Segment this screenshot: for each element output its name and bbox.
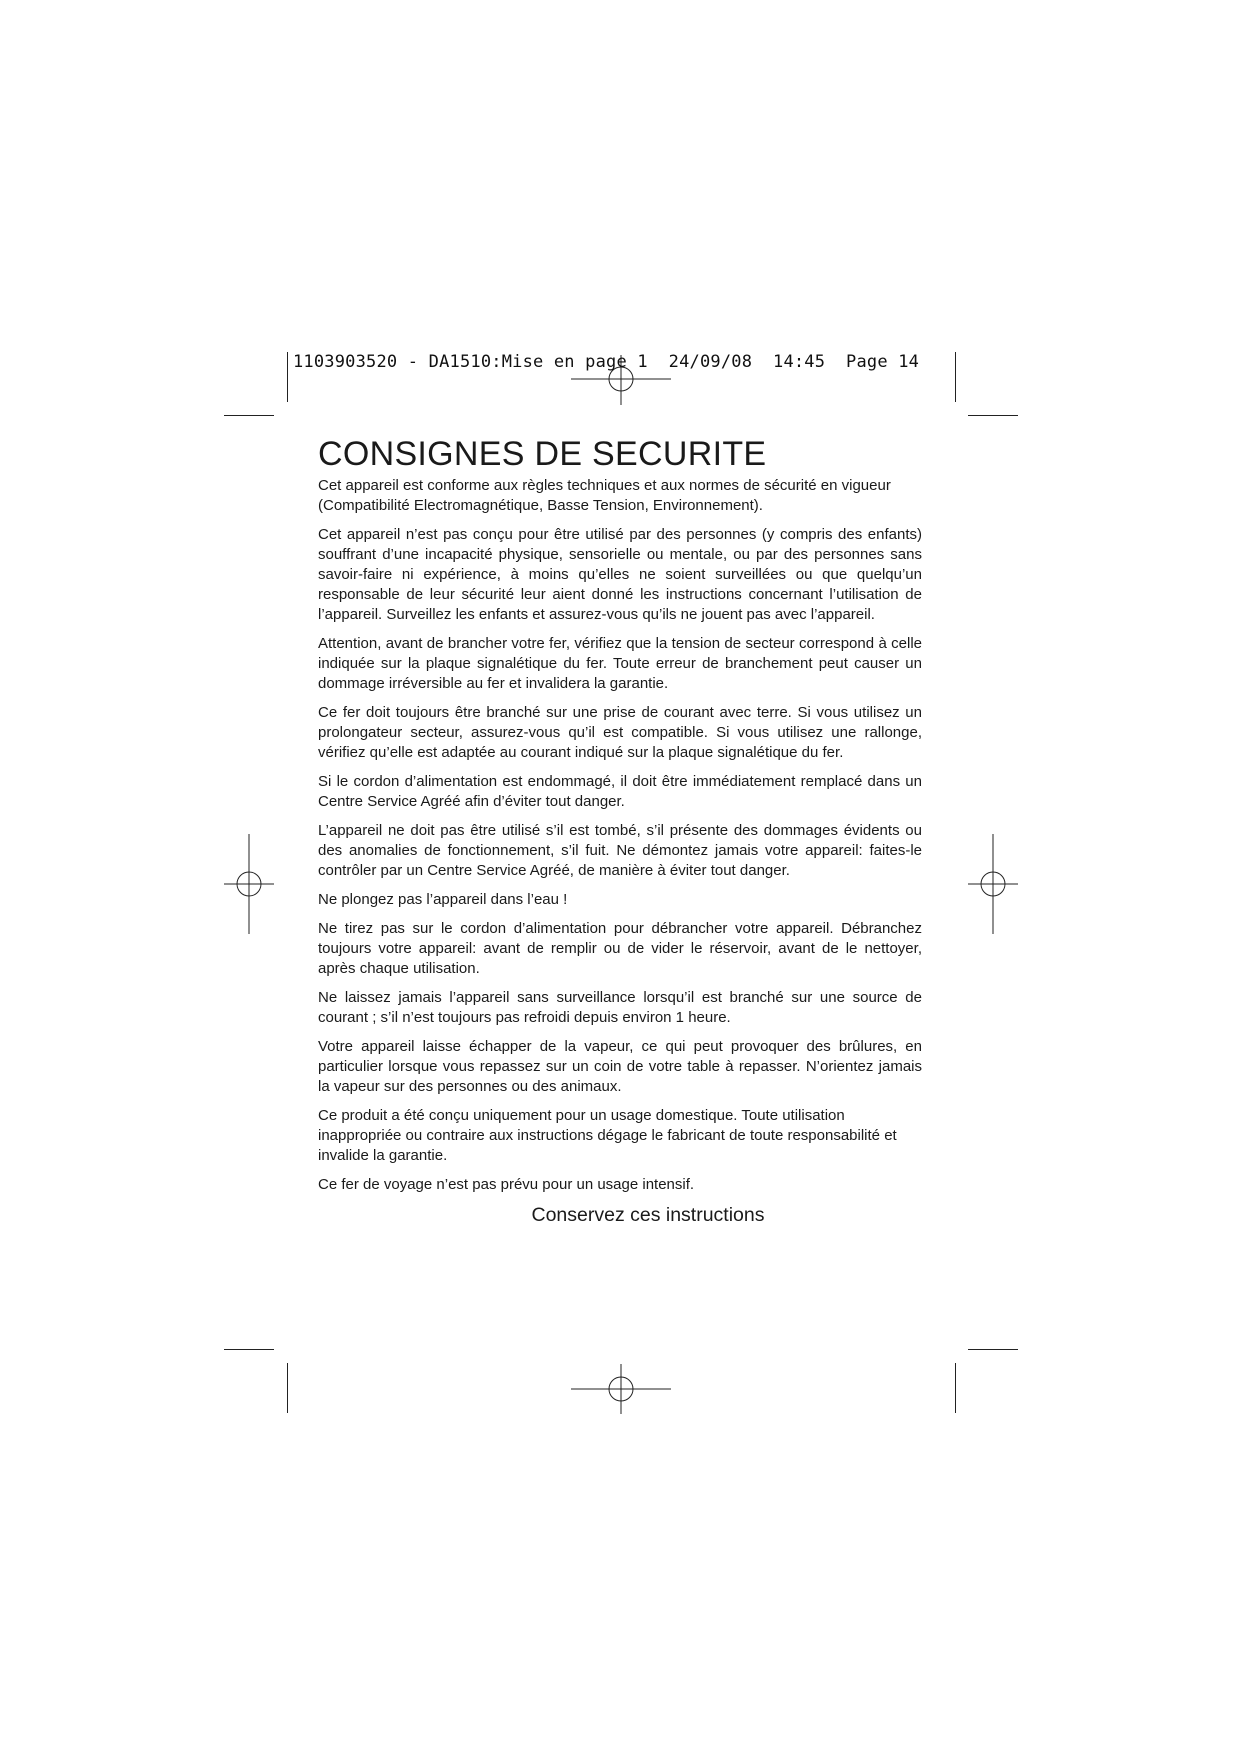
paragraph-unplug: Ne tirez pas sur le cordon d’alimentation pour débrancher votre appareil. Débranchez toujours votre appareil: avant de remplir ou de vider le réservoir, avant de le nettoyer, après chaque utilisation.: [318, 920, 922, 977]
registration-mark-left-icon: [224, 834, 274, 934]
crop-mark-top-left-vertical: [287, 352, 288, 402]
crop-mark-bottom-right-horizontal: [968, 1349, 1018, 1350]
paragraph-voltage: Attention, avant de brancher votre fer, vérifiez que la tension de secteur correspond à celle indiquée sur la plaque signalétique du fer. Toute erreur de branchement peut causer un dommage irréversible au fer et invalidera la garantie.: [318, 635, 922, 692]
paragraph-conformity: Cet appareil est conforme aux règles techniques et aux normes de sécurité en vigueur (Compatibilité Electromagnétique, Basse Tension, Environnement).: [318, 477, 891, 514]
closing-line: Conservez ces instructions: [531, 1204, 765, 1226]
page-title: CONSIGNES DE SECURITE: [318, 435, 767, 473]
paragraph-earth-socket: Ce fer doit toujours être branché sur une prise de courant avec terre. Si vous utilisez un prolongateur secteur, assurez-vous qu’il est compatible. Si vous utilisez une rallonge, vérifiez qu’elle est adaptée au courant indiqué sur la plaque signalétique du fer.: [318, 704, 922, 761]
registration-mark-right-icon: [968, 834, 1018, 934]
crop-mark-top-right-horizontal: [968, 415, 1018, 416]
safety-instructions-section: [318, 435, 922, 1227]
print-slug-header: 1103903520 - DA1510:Mise en page 1 24/09/08 14:45 Page 14: [293, 352, 920, 372]
crop-mark-bottom-left-vertical: [287, 1363, 288, 1413]
registration-mark-bottom-icon: [571, 1364, 671, 1414]
crop-mark-bottom-left-horizontal: [224, 1349, 274, 1350]
paragraph-domestic-use: Ce produit a été conçu uniquement pour un usage domestique. Toute utilisation inappropriée ou contraire aux instructions dégage le fabricant de toute responsabilité et invalide la garantie.: [318, 1107, 897, 1164]
paragraph-unattended: Ne laissez jamais l’appareil sans surveillance lorsqu’il est branché sur une source de courant ; s’il n’est toujours pas refroidi depuis environ 1 heure.: [318, 989, 922, 1026]
paragraph-steam: Votre appareil laisse échapper de la vapeur, ce qui peut provoquer des brûlures, en particulier lorsque vous repassez sur un coin de votre table à repasser. N’orientez jamais la vapeur sur des personnes ou des animaux.: [318, 1038, 922, 1095]
crop-mark-bottom-right-vertical: [955, 1363, 956, 1413]
paragraph-fallen-appliance: L’appareil ne doit pas être utilisé s’il est tombé, s’il présente des dommages évidents ou des anomalies de fonctionnement, s’il fuit. Ne démontez jamais votre appareil: faites-le contrôler par un Centre Service Agréé, de manière à éviter tout danger.: [318, 822, 922, 879]
paragraph-water: Ne plongez pas l’appareil dans l’eau !: [318, 891, 568, 908]
crop-mark-top-right-vertical: [955, 352, 956, 402]
crop-mark-top-left-horizontal: [224, 415, 274, 416]
paragraph-travel-iron: Ce fer de voyage n’est pas prévu pour un usage intensif.: [318, 1176, 695, 1193]
paragraph-damaged-cord: Si le cordon d’alimentation est endommagé, il doit être immédiatement remplacé dans un Centre Service Agréé afin d’éviter tout danger.: [318, 773, 922, 810]
paragraph-persons: Cet appareil n’est pas conçu pour être utilisé par des personnes (y compris des enfants) souffrant d’une incapacité physique, sensorielle ou mentale, ou par des personnes sans savoir-faire ni expérience, à moins qu’elles ne soient surveillées ou que quelqu’un responsable de leur sécurité leur aient donné les instructions concernant l’utilisation de l’appareil. Surveillez les enfants et assurez-vous qu’ils ne jouent pas avec l’appareil.: [318, 526, 922, 623]
